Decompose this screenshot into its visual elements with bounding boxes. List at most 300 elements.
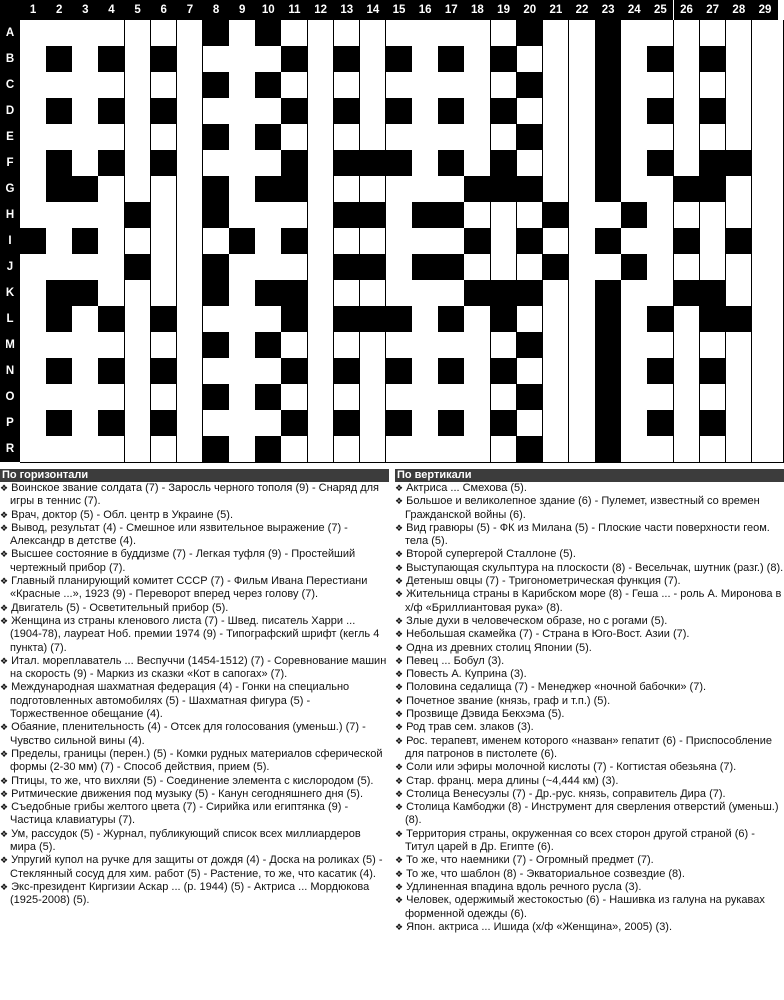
white-cell[interactable] [229, 384, 256, 411]
white-cell[interactable] [752, 436, 784, 463]
white-cell[interactable] [674, 20, 701, 47]
white-cell[interactable] [621, 20, 648, 47]
white-cell[interactable] [752, 176, 784, 203]
white-cell[interactable] [569, 46, 596, 73]
white-cell[interactable] [569, 306, 596, 333]
white-cell[interactable] [229, 46, 256, 73]
white-cell[interactable] [674, 46, 701, 73]
white-cell[interactable] [229, 280, 256, 307]
white-cell[interactable] [151, 280, 178, 307]
white-cell[interactable] [517, 306, 544, 333]
white-cell[interactable] [98, 20, 125, 47]
white-cell[interactable] [464, 72, 491, 99]
white-cell[interactable] [647, 280, 674, 307]
white-cell[interactable] [20, 280, 47, 307]
white-cell[interactable] [621, 98, 648, 125]
white-cell[interactable] [412, 150, 439, 177]
white-cell[interactable] [726, 72, 753, 99]
white-cell[interactable] [517, 202, 544, 229]
white-cell[interactable] [281, 436, 308, 463]
white-cell[interactable] [20, 332, 47, 359]
white-cell[interactable] [125, 410, 152, 437]
white-cell[interactable] [438, 20, 465, 47]
white-cell[interactable] [386, 20, 413, 47]
white-cell[interactable] [98, 436, 125, 463]
white-cell[interactable] [334, 124, 361, 151]
white-cell[interactable] [491, 72, 518, 99]
white-cell[interactable] [229, 410, 256, 437]
white-cell[interactable] [517, 98, 544, 125]
white-cell[interactable] [46, 384, 73, 411]
white-cell[interactable] [177, 20, 204, 47]
white-cell[interactable] [621, 358, 648, 385]
white-cell[interactable] [281, 202, 308, 229]
white-cell[interactable] [621, 280, 648, 307]
white-cell[interactable] [412, 46, 439, 73]
white-cell[interactable] [20, 254, 47, 281]
white-cell[interactable] [674, 306, 701, 333]
white-cell[interactable] [125, 358, 152, 385]
white-cell[interactable] [151, 228, 178, 255]
white-cell[interactable] [20, 358, 47, 385]
white-cell[interactable] [20, 20, 47, 47]
white-cell[interactable] [255, 358, 282, 385]
white-cell[interactable] [308, 124, 335, 151]
white-cell[interactable] [46, 254, 73, 281]
white-cell[interactable] [255, 254, 282, 281]
white-cell[interactable] [647, 332, 674, 359]
white-cell[interactable] [674, 98, 701, 125]
white-cell[interactable] [72, 306, 99, 333]
white-cell[interactable] [360, 228, 387, 255]
white-cell[interactable] [726, 98, 753, 125]
white-cell[interactable] [255, 410, 282, 437]
white-cell[interactable] [621, 228, 648, 255]
white-cell[interactable] [543, 176, 570, 203]
white-cell[interactable] [491, 228, 518, 255]
white-cell[interactable] [674, 202, 701, 229]
white-cell[interactable] [752, 228, 784, 255]
white-cell[interactable] [569, 202, 596, 229]
white-cell[interactable] [700, 254, 727, 281]
white-cell[interactable] [177, 176, 204, 203]
white-cell[interactable] [543, 436, 570, 463]
white-cell[interactable] [726, 280, 753, 307]
white-cell[interactable] [20, 202, 47, 229]
white-cell[interactable] [386, 228, 413, 255]
white-cell[interactable] [386, 176, 413, 203]
white-cell[interactable] [125, 332, 152, 359]
white-cell[interactable] [177, 436, 204, 463]
white-cell[interactable] [621, 332, 648, 359]
white-cell[interactable] [726, 332, 753, 359]
white-cell[interactable] [20, 436, 47, 463]
white-cell[interactable] [255, 202, 282, 229]
white-cell[interactable] [726, 20, 753, 47]
white-cell[interactable] [726, 410, 753, 437]
white-cell[interactable] [334, 436, 361, 463]
white-cell[interactable] [20, 150, 47, 177]
white-cell[interactable] [255, 306, 282, 333]
white-cell[interactable] [412, 280, 439, 307]
white-cell[interactable] [569, 124, 596, 151]
white-cell[interactable] [543, 150, 570, 177]
white-cell[interactable] [491, 254, 518, 281]
white-cell[interactable] [281, 72, 308, 99]
white-cell[interactable] [647, 436, 674, 463]
white-cell[interactable] [700, 332, 727, 359]
white-cell[interactable] [491, 332, 518, 359]
white-cell[interactable] [543, 72, 570, 99]
white-cell[interactable] [543, 228, 570, 255]
white-cell[interactable] [203, 98, 230, 125]
white-cell[interactable] [752, 150, 784, 177]
white-cell[interactable] [125, 176, 152, 203]
white-cell[interactable] [255, 98, 282, 125]
white-cell[interactable] [229, 306, 256, 333]
white-cell[interactable] [46, 72, 73, 99]
white-cell[interactable] [203, 410, 230, 437]
white-cell[interactable] [125, 98, 152, 125]
white-cell[interactable] [72, 72, 99, 99]
white-cell[interactable] [255, 46, 282, 73]
white-cell[interactable] [700, 384, 727, 411]
white-cell[interactable] [647, 20, 674, 47]
white-cell[interactable] [674, 410, 701, 437]
white-cell[interactable] [412, 332, 439, 359]
white-cell[interactable] [360, 280, 387, 307]
white-cell[interactable] [752, 46, 784, 73]
white-cell[interactable] [334, 384, 361, 411]
white-cell[interactable] [412, 20, 439, 47]
white-cell[interactable] [72, 410, 99, 437]
white-cell[interactable] [621, 436, 648, 463]
white-cell[interactable] [281, 384, 308, 411]
white-cell[interactable] [491, 124, 518, 151]
white-cell[interactable] [308, 384, 335, 411]
white-cell[interactable] [177, 358, 204, 385]
white-cell[interactable] [255, 228, 282, 255]
white-cell[interactable] [752, 384, 784, 411]
white-cell[interactable] [386, 202, 413, 229]
white-cell[interactable] [569, 358, 596, 385]
white-cell[interactable] [674, 254, 701, 281]
white-cell[interactable] [177, 306, 204, 333]
white-cell[interactable] [151, 202, 178, 229]
white-cell[interactable] [281, 254, 308, 281]
white-cell[interactable] [700, 72, 727, 99]
white-cell[interactable] [281, 332, 308, 359]
white-cell[interactable] [412, 436, 439, 463]
white-cell[interactable] [334, 20, 361, 47]
white-cell[interactable] [621, 410, 648, 437]
white-cell[interactable] [177, 46, 204, 73]
white-cell[interactable] [20, 124, 47, 151]
white-cell[interactable] [72, 124, 99, 151]
white-cell[interactable] [151, 384, 178, 411]
white-cell[interactable] [360, 410, 387, 437]
white-cell[interactable] [647, 202, 674, 229]
white-cell[interactable] [308, 436, 335, 463]
white-cell[interactable] [752, 306, 784, 333]
white-cell[interactable] [203, 306, 230, 333]
white-cell[interactable] [308, 150, 335, 177]
white-cell[interactable] [334, 72, 361, 99]
white-cell[interactable] [674, 436, 701, 463]
white-cell[interactable] [334, 280, 361, 307]
white-cell[interactable] [464, 150, 491, 177]
white-cell[interactable] [125, 436, 152, 463]
white-cell[interactable] [229, 332, 256, 359]
white-cell[interactable] [98, 176, 125, 203]
white-cell[interactable] [308, 228, 335, 255]
white-cell[interactable] [72, 98, 99, 125]
white-cell[interactable] [98, 228, 125, 255]
white-cell[interactable] [308, 332, 335, 359]
white-cell[interactable] [281, 20, 308, 47]
white-cell[interactable] [72, 436, 99, 463]
white-cell[interactable] [98, 202, 125, 229]
white-cell[interactable] [752, 332, 784, 359]
white-cell[interactable] [308, 98, 335, 125]
white-cell[interactable] [229, 358, 256, 385]
white-cell[interactable] [726, 436, 753, 463]
white-cell[interactable] [517, 150, 544, 177]
white-cell[interactable] [569, 150, 596, 177]
white-cell[interactable] [281, 124, 308, 151]
white-cell[interactable] [621, 124, 648, 151]
white-cell[interactable] [569, 410, 596, 437]
white-cell[interactable] [543, 384, 570, 411]
white-cell[interactable] [151, 176, 178, 203]
white-cell[interactable] [98, 384, 125, 411]
white-cell[interactable] [674, 150, 701, 177]
white-cell[interactable] [177, 124, 204, 151]
white-cell[interactable] [491, 202, 518, 229]
white-cell[interactable] [203, 150, 230, 177]
white-cell[interactable] [20, 384, 47, 411]
white-cell[interactable] [726, 254, 753, 281]
white-cell[interactable] [20, 72, 47, 99]
white-cell[interactable] [464, 384, 491, 411]
white-cell[interactable] [125, 228, 152, 255]
white-cell[interactable] [647, 228, 674, 255]
white-cell[interactable] [647, 176, 674, 203]
white-cell[interactable] [308, 254, 335, 281]
white-cell[interactable] [229, 150, 256, 177]
white-cell[interactable] [151, 72, 178, 99]
white-cell[interactable] [125, 20, 152, 47]
white-cell[interactable] [412, 176, 439, 203]
white-cell[interactable] [621, 306, 648, 333]
white-cell[interactable] [72, 202, 99, 229]
white-cell[interactable] [360, 124, 387, 151]
white-cell[interactable] [438, 124, 465, 151]
white-cell[interactable] [412, 306, 439, 333]
white-cell[interactable] [72, 384, 99, 411]
white-cell[interactable] [308, 46, 335, 73]
white-cell[interactable] [177, 98, 204, 125]
white-cell[interactable] [438, 72, 465, 99]
white-cell[interactable] [464, 46, 491, 73]
white-cell[interactable] [229, 254, 256, 281]
white-cell[interactable] [308, 176, 335, 203]
white-cell[interactable] [752, 72, 784, 99]
white-cell[interactable] [177, 254, 204, 281]
white-cell[interactable] [98, 72, 125, 99]
white-cell[interactable] [543, 332, 570, 359]
white-cell[interactable] [386, 124, 413, 151]
white-cell[interactable] [647, 254, 674, 281]
white-cell[interactable] [752, 98, 784, 125]
white-cell[interactable] [98, 280, 125, 307]
white-cell[interactable] [334, 228, 361, 255]
white-cell[interactable] [360, 436, 387, 463]
white-cell[interactable] [360, 72, 387, 99]
white-cell[interactable] [438, 384, 465, 411]
white-cell[interactable] [674, 72, 701, 99]
white-cell[interactable] [726, 358, 753, 385]
white-cell[interactable] [464, 20, 491, 47]
white-cell[interactable] [177, 332, 204, 359]
white-cell[interactable] [569, 20, 596, 47]
white-cell[interactable] [438, 228, 465, 255]
white-cell[interactable] [72, 46, 99, 73]
white-cell[interactable] [151, 254, 178, 281]
white-cell[interactable] [674, 124, 701, 151]
white-cell[interactable] [674, 358, 701, 385]
white-cell[interactable] [308, 72, 335, 99]
white-cell[interactable] [569, 332, 596, 359]
white-cell[interactable] [412, 384, 439, 411]
white-cell[interactable] [360, 332, 387, 359]
white-cell[interactable] [308, 358, 335, 385]
white-cell[interactable] [151, 332, 178, 359]
white-cell[interactable] [752, 20, 784, 47]
white-cell[interactable] [464, 358, 491, 385]
white-cell[interactable] [151, 20, 178, 47]
white-cell[interactable] [543, 358, 570, 385]
white-cell[interactable] [752, 358, 784, 385]
white-cell[interactable] [177, 280, 204, 307]
white-cell[interactable] [464, 306, 491, 333]
white-cell[interactable] [517, 410, 544, 437]
white-cell[interactable] [20, 306, 47, 333]
white-cell[interactable] [229, 72, 256, 99]
white-cell[interactable] [125, 384, 152, 411]
white-cell[interactable] [700, 436, 727, 463]
white-cell[interactable] [621, 150, 648, 177]
white-cell[interactable] [386, 332, 413, 359]
white-cell[interactable] [412, 358, 439, 385]
white-cell[interactable] [255, 150, 282, 177]
white-cell[interactable] [543, 46, 570, 73]
white-cell[interactable] [20, 46, 47, 73]
white-cell[interactable] [438, 332, 465, 359]
white-cell[interactable] [543, 280, 570, 307]
white-cell[interactable] [700, 124, 727, 151]
white-cell[interactable] [595, 202, 622, 229]
white-cell[interactable] [203, 46, 230, 73]
white-cell[interactable] [125, 280, 152, 307]
white-cell[interactable] [386, 254, 413, 281]
white-cell[interactable] [412, 228, 439, 255]
white-cell[interactable] [177, 72, 204, 99]
white-cell[interactable] [308, 202, 335, 229]
white-cell[interactable] [412, 72, 439, 99]
white-cell[interactable] [334, 176, 361, 203]
white-cell[interactable] [543, 410, 570, 437]
white-cell[interactable] [98, 254, 125, 281]
white-cell[interactable] [46, 436, 73, 463]
white-cell[interactable] [334, 332, 361, 359]
white-cell[interactable] [517, 46, 544, 73]
white-cell[interactable] [700, 228, 727, 255]
white-cell[interactable] [72, 20, 99, 47]
white-cell[interactable] [412, 124, 439, 151]
white-cell[interactable] [229, 436, 256, 463]
white-cell[interactable] [569, 98, 596, 125]
white-cell[interactable] [752, 124, 784, 151]
white-cell[interactable] [464, 436, 491, 463]
white-cell[interactable] [72, 150, 99, 177]
white-cell[interactable] [569, 254, 596, 281]
white-cell[interactable] [491, 20, 518, 47]
white-cell[interactable] [647, 384, 674, 411]
white-cell[interactable] [360, 358, 387, 385]
white-cell[interactable] [726, 46, 753, 73]
white-cell[interactable] [203, 358, 230, 385]
white-cell[interactable] [308, 410, 335, 437]
white-cell[interactable] [569, 280, 596, 307]
white-cell[interactable] [517, 254, 544, 281]
white-cell[interactable] [151, 436, 178, 463]
white-cell[interactable] [20, 98, 47, 125]
white-cell[interactable] [569, 384, 596, 411]
white-cell[interactable] [125, 306, 152, 333]
white-cell[interactable] [464, 98, 491, 125]
white-cell[interactable] [386, 72, 413, 99]
white-cell[interactable] [386, 384, 413, 411]
white-cell[interactable] [229, 98, 256, 125]
white-cell[interactable] [308, 306, 335, 333]
white-cell[interactable] [700, 202, 727, 229]
white-cell[interactable] [726, 384, 753, 411]
white-cell[interactable] [438, 280, 465, 307]
white-cell[interactable] [517, 358, 544, 385]
white-cell[interactable] [464, 332, 491, 359]
white-cell[interactable] [46, 228, 73, 255]
white-cell[interactable] [491, 384, 518, 411]
white-cell[interactable] [360, 20, 387, 47]
white-cell[interactable] [20, 176, 47, 203]
white-cell[interactable] [46, 20, 73, 47]
white-cell[interactable] [229, 20, 256, 47]
white-cell[interactable] [752, 410, 784, 437]
white-cell[interactable] [412, 410, 439, 437]
white-cell[interactable] [752, 280, 784, 307]
white-cell[interactable] [360, 384, 387, 411]
white-cell[interactable] [569, 228, 596, 255]
white-cell[interactable] [229, 202, 256, 229]
white-cell[interactable] [726, 124, 753, 151]
white-cell[interactable] [308, 280, 335, 307]
white-cell[interactable] [46, 124, 73, 151]
white-cell[interactable] [569, 436, 596, 463]
white-cell[interactable] [177, 150, 204, 177]
white-cell[interactable] [151, 124, 178, 151]
white-cell[interactable] [752, 202, 784, 229]
